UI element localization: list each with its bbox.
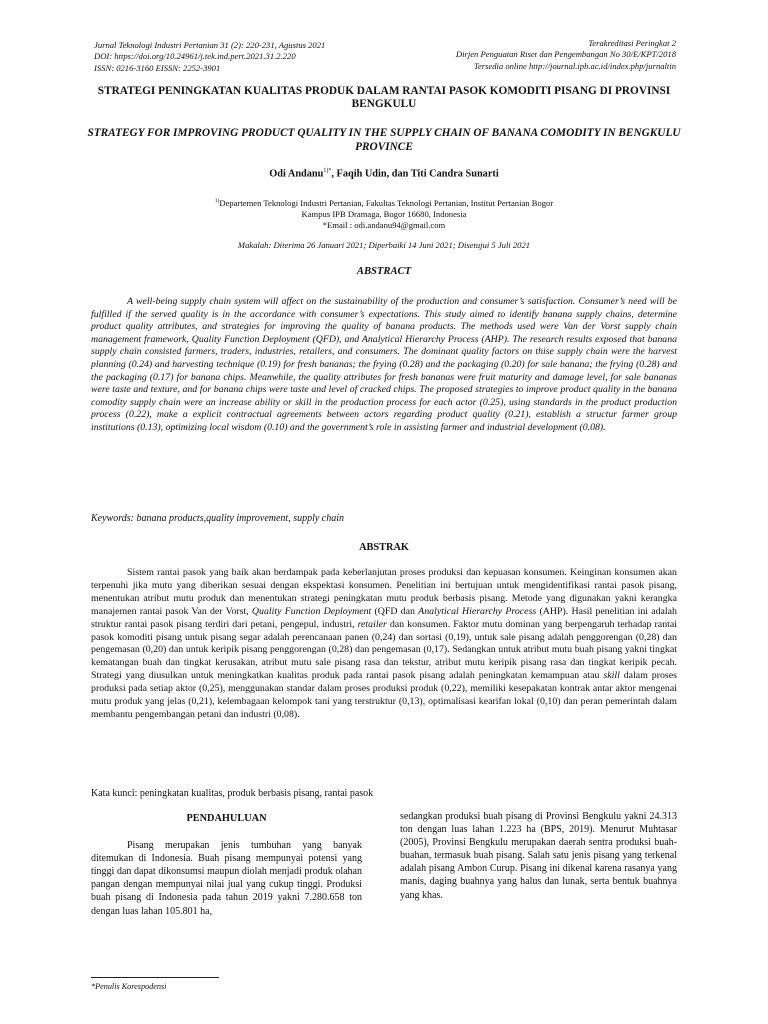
- abstract-english: [91, 296, 677, 435]
- online-availability: Tersedia online http://journal.ipb.ac.id/index.php/jurnaltin: [473, 60, 676, 71]
- affiliation-line2: Kampus IPB Dramaga, Bogor 16680, Indonesia: [301, 208, 467, 219]
- footnote-rule: [91, 977, 219, 978]
- accreditation-decree: Dirjen Penguatan Riset dan Pengembangan No 30/E/KPT/2018: [455, 49, 676, 60]
- affiliation-mark: 1): [214, 198, 220, 204]
- title-indonesian: STRATEGI PENINGKATAN KUALITAS PRODUK DALAM RANTAI PASOK KOMODITI PISANG DI PROVINSI BENGKULU: [97, 85, 671, 110]
- abstract-english-text: A well-being supply chain system will affect on the sustainability of the production and consumer’s satisfaction. Consumer’s need will be fulfilled if the served quality is in the accordance with consumer’s expectations. This study aimed to identify banana supply chains, determine product quality attributes, and strategies for improving the quality of banana products. The methods used were Van der Vorst supply chain management framework, Quality Function Deployment (QFD), and Analytical Hierarchy Process (AHP). The research results exposed that banana supply chain consisted farmers, traders, industries, retailers, and consumers. The dominant quality factors on thise supply chain were the harvest planning (0.24) and harvesting technique (0.19) for fresh bananas; the frying (0.28) and the packaging (0.20) for sale banana; the frying (0.28) and the packaging (0.17) for banana chips. Meanwhile, the quality attributes for fresh bananas were fruit maturity and damage level, for sale bananas were taste and texture, and for banana chips were taste and level of cracked chips. The proposed strategies to improve product quality in the banana comodity supply chain were an increase ability or skill in the production process for each actor (0.25), using standards in the product production process (0.22), make a explicit contractual agreements between actors regarding product quality (0.21), establish a structur farmer group institutions (0.13), optimizing local wisdom (0.10) and the government’s role in assisting farmer and industrial development (0.08).: [91, 296, 677, 433]
- keywords-english: Keywords: banana products,quality improvement, supply chain: [91, 513, 345, 524]
- intro-paragraph-2: sedangkan produksi buah pisang di Provinsi Bengkulu yakni 24.313 ton dengan luas lahan 1.223 ha (BPS, 2019). Menurut Muhtasar (2005), Provinsi Bengkulu merupakan daerah sentra produksi buah-buahan, termasuk buah pisang. Salah satu jenis pisang yang terkenal adalah pisang Ambon Curup. Pisang ini dikenal karena rasanya yang manis, daging buahnya yang halus dan lunak, serta bentuk buahnya yang khas.: [400, 811, 677, 901]
- author-first-mark: 1)*: [323, 168, 332, 174]
- abstrak-heading: ABSTRAK: [359, 542, 409, 553]
- authors-rest: , Faqih Udin, dan Titi Candra Sunarti: [331, 168, 499, 180]
- journal-doi: DOI: https://doi.org/10.24961/j.tek.ind.pert.2021.31.2.220: [94, 51, 296, 62]
- affiliation-email: *Email : odi.andanu94@gmail.com: [322, 219, 446, 230]
- intro-paragraph-1: Pisang merupakan jenis tumbuhan yang banyak ditemukan di Indonesia. Buah pisang mempunyai potensi yang tinggi dan dapat dikonsumsi maupun diolah menjadi produk olahan pangan dengan mempunyai nilai jual yang cukup tinggi. Produksi buah pisang di Indonesia pada tahun 2019 yakni 7.280.658 ton dengan luas lahan 105.801 ha,: [91, 840, 362, 917]
- affiliation: [70, 196, 698, 231]
- intro-left-column: [91, 812, 362, 918]
- keywords-indonesian: Kata kunci: peningkatan kualitas, produk berbasis pisang, rantai pasok: [91, 788, 374, 799]
- title-english: STRATEGY FOR IMPROVING PRODUCT QUALITY IN THE SUPPLY CHAIN OF BANANA COMODITY IN BENGKULU PROVINCE: [87, 127, 681, 153]
- journal-issn: ISSN: 0216-3160 EISSN: 2252-3901: [94, 62, 221, 73]
- abstrak-text: Sistem rantai pasok yang baik akan berdampak pada keberlanjutan proses produksi dan kepuasan konsumen. Keinginan konsumen akan terpenuhi jika mutu yang diberikan sesuai dengan ekspektasi konsumen. Penelitian ini bertujuan untuk mengidentifikasi rantai pasok pisang, menentukan atribut mutu produk dan menentukan strategi peningkatan mutu produk berbasis pisang. Metode yang digunakan yakni kerangka manajemen rantai pasok Van der Vorst, Quality Function Deployment (QFD dan Analytical Hierarchy Process (AHP). Hasil penelitian ini adalah struktur rantai pasok pisang terdiri dari petani, pengepul, industri, retailer dan konsumen. Faktor mutu dominan yang berpengaruh terhadap rantai pasok komoditi pisang untuk pisang segar adalah perencanaan panen (0,24) dan sortasi (0,19), untuk sale pisang adalah penggorengan (0,28) dan pengemasan (0,20) dan untuk keripik pisang penggorengan (0,28) dan pengemasan (0,17). Sedangkan untuk atribut mutu buah pisang yakni tingkat kematangan buah dan tingkat kerusakan, atribut mutu sale pisang rasa dan tekstur, atribut mutu keripik pisang rasa dan tingkat keripik pecah. Strategi yang diusulkan untuk meningkatkan kualitas produk pada rantai pasok pisang adalah peningkatan kemampuan atau skill dalam proses produksi pada setiap aktor (0,25), menggunakan standar dalam proses produksi produk (0,22), memiliki kesepakatan kontrak antar aktor mengenai mutu produk yang jelas (0,21), kelembagaan kelompok tani yang terstruktur (0,13), optimalisasi kearifan lokal (0,10) dan peran pemerintah dalam membantu pengembangan petani dan industri (0,08).: [91, 567, 677, 720]
- author-first: Odi Andanu: [269, 168, 324, 180]
- footnote-corresponding-author: *Penulis Korespodensi: [91, 982, 167, 991]
- affiliation-line1: Departemen Teknologi Industri Pertanian, Fakultas Teknologi Pertanian, Institut Pertanian Bogor: [219, 197, 554, 208]
- submission-dates: Makalah: Diterima 26 Januari 2021; Diperbaiki 14 Juni 2021; Disetujui 5 Juli 2021: [237, 240, 531, 250]
- abstrak-indonesian: [91, 567, 677, 722]
- section-heading-pendahuluan: PENDAHULUAN: [186, 813, 267, 824]
- accreditation-info: [346, 38, 676, 72]
- journal-citation: Jurnal Teknologi Industri Pertanian 31 (2): 220-231, Agustus 2021: [94, 40, 326, 50]
- authors: [70, 168, 698, 179]
- intro-right-column: [400, 810, 677, 902]
- abstract-heading: ABSTRACT: [356, 266, 412, 277]
- accreditation-rank: Terakreditasi Peringkat 2: [588, 38, 676, 48]
